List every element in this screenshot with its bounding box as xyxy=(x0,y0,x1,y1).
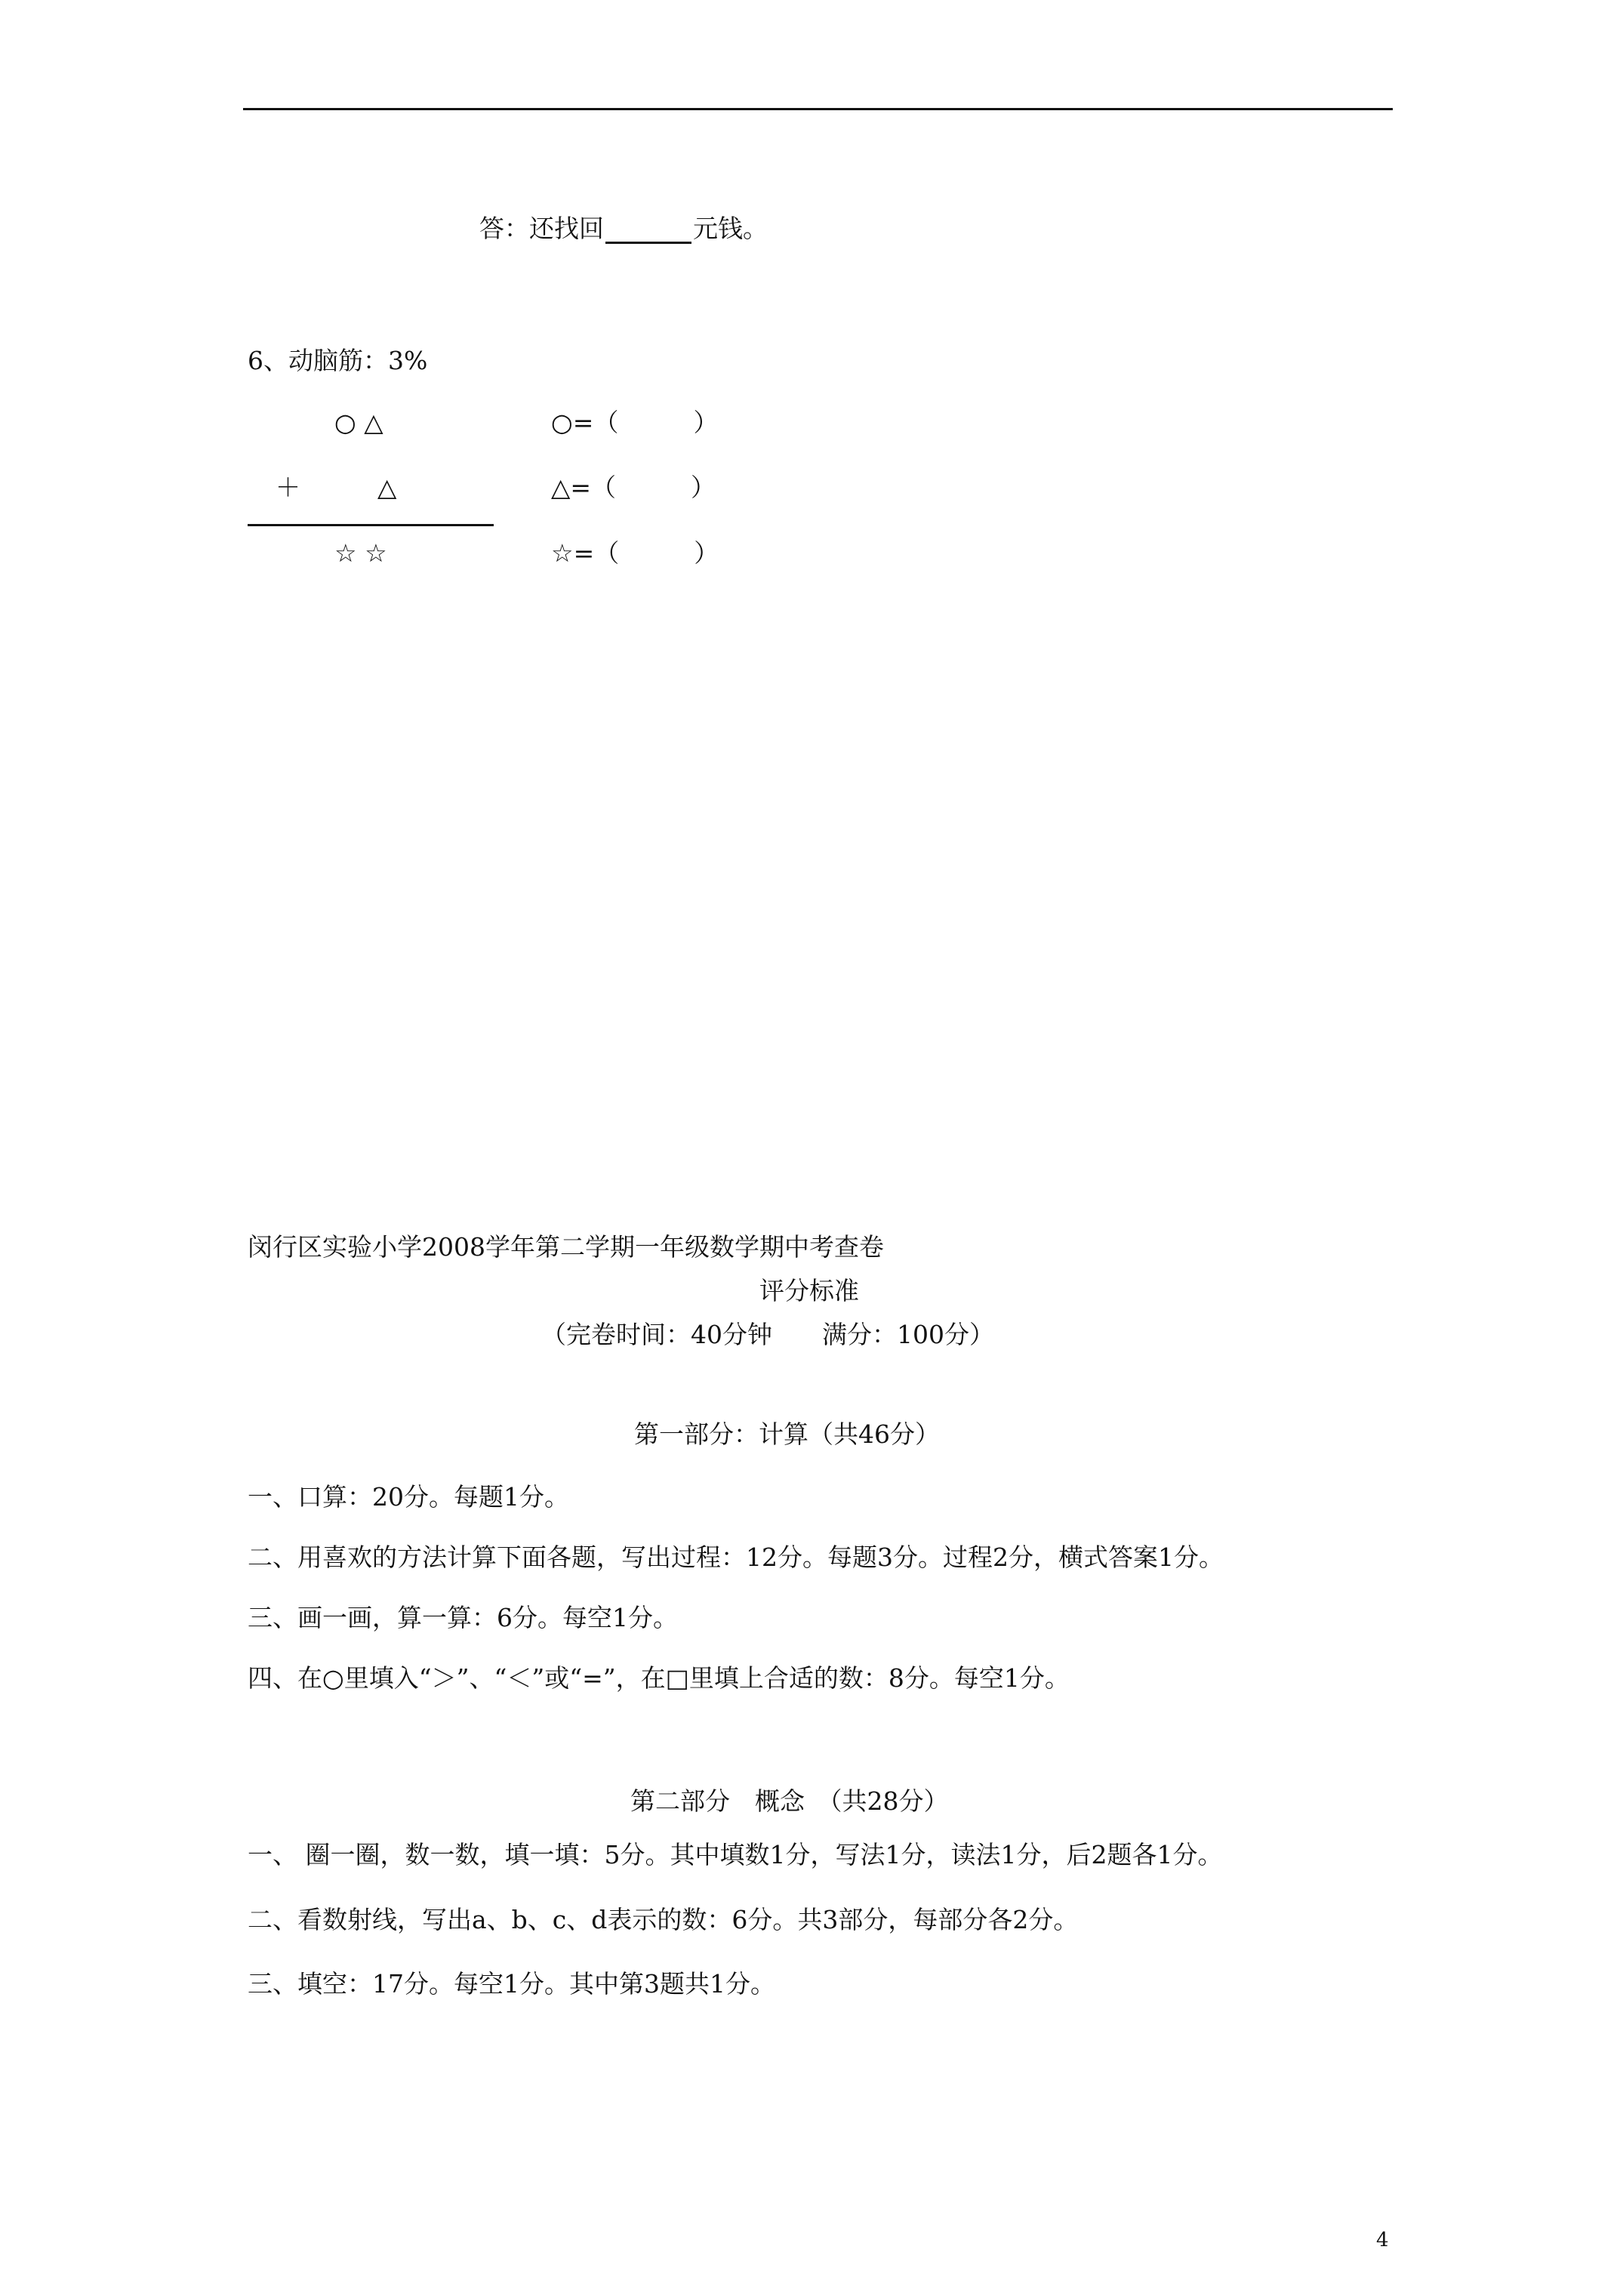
puzzle-sum-line xyxy=(248,524,494,526)
puzzle-row2-left: △ xyxy=(377,473,397,502)
puzzle-row1-left: ○ △ xyxy=(334,408,383,437)
page-number: 4 xyxy=(1376,2229,1389,2251)
header-rule xyxy=(243,108,1393,110)
part1-item: 三、画一画，算一算：6分。每空1分。 xyxy=(248,1603,678,1632)
part2-item: 二、看数射线，写出a、b、c、d表示的数：6分。共3部分，每部分各2分。 xyxy=(248,1905,1079,1934)
answer-line xyxy=(479,214,768,244)
puzzle-circle-answer[interactable]: ○=（ ） xyxy=(551,408,719,437)
answer-suffix: 元钱。 xyxy=(693,214,768,243)
part1-item: 二、用喜欢的方法计算下面各题，写出过程：12分。每题3分。过程2分，横式答案1分。 xyxy=(248,1542,1224,1572)
doc-subtitle: 评分标准 xyxy=(759,1276,859,1305)
puzzle-row3-left: ☆ ☆ xyxy=(334,538,387,568)
part2-item: 一、 圈一圈，数一数，填一填：5分。其中填数1分，写法1分，读法1分，后2题各1分。 xyxy=(248,1840,1223,1869)
answer-prefix: 答：还找回 xyxy=(479,214,604,243)
puzzle-plus-sign: ＋ xyxy=(276,473,300,502)
puzzle-star-answer[interactable]: ☆=（ ） xyxy=(551,538,719,568)
part1-item: 一、口算：20分。每题1分。 xyxy=(248,1482,569,1512)
part1-heading: 第一部分：计算（共46分） xyxy=(634,1419,940,1449)
question-6-title: 6、动脑筋：3% xyxy=(248,346,428,375)
doc-title: 闵行区实验小学2008学年第二学期一年级数学期中考查卷 xyxy=(248,1232,884,1262)
doc-time-info: （完卷时间：40分钟 满分：100分） xyxy=(541,1320,994,1349)
answer-blank[interactable] xyxy=(605,217,691,244)
part2-item: 三、填空：17分。每空1分。其中第3题共1分。 xyxy=(248,1969,775,1999)
part2-heading: 第二部分 概念 （共28分） xyxy=(630,1786,949,1816)
puzzle-triangle-answer[interactable]: △=（ ） xyxy=(551,473,716,502)
part1-item: 四、在○里填入“＞”、“＜”或“=”，在□里填上合适的数：8分。每空1分。 xyxy=(248,1663,1070,1693)
